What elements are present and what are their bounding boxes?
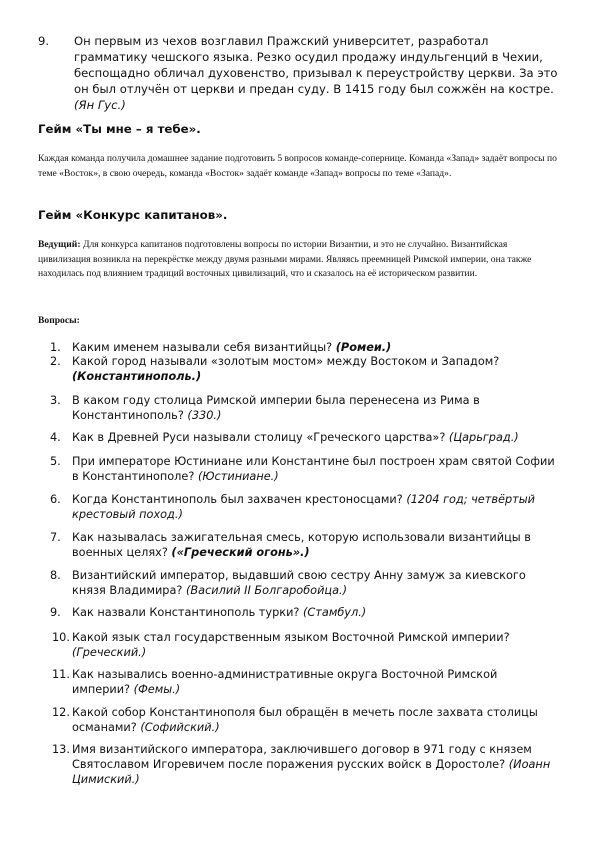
answer-text: (Василий II Болгаробойца.) (186, 584, 348, 597)
answer-text: (Юстиниане.) (197, 470, 279, 483)
question-text: Какой язык стал государственным языком Восточной Римской империи? (72, 631, 510, 644)
answer-text: («Греческий огонь».) (171, 546, 310, 559)
list-item (38, 454, 558, 484)
list-number: 9. (50, 606, 61, 619)
question-9-paragraph (38, 33, 558, 113)
question-text: Как в Древней Руси называли столицу «Греческого царства»? (72, 431, 446, 444)
host-label: Ведущий: (38, 239, 81, 250)
answer-text: (Софийский.) (140, 721, 220, 734)
game-description-paragraph: Каждая команда получила домашнее задание подготовить 5 вопросов команде-сопернице. Команда «Запад» задаёт вопросы по теме «Восток», в свою очередь, команда «Восток» задаёт команде «Запад» вопросы по теме «Запад». (38, 153, 557, 179)
list-number: 1. (50, 341, 61, 354)
list-item (38, 340, 558, 355)
list-number: 9. (38, 34, 50, 48)
answer-text: (Греческий.) (72, 646, 147, 659)
list-item (38, 705, 558, 735)
list-number: 13. (52, 743, 70, 756)
question-text: Как называлась зажигательная смесь, которую использовали византийцы в военных целях? (72, 531, 531, 559)
question-text: Имя византийского императора, заключившего договор в 971 году с князем Святославом Игоревичем после поражения русских войск в Доростоле? (72, 743, 532, 771)
answer-text: (Царьград.) (448, 431, 519, 444)
list-number: 6. (50, 493, 61, 506)
question-text: Какой город называли «золотым мостом» между Востоком и Западом? (72, 355, 500, 368)
question-text: При императоре Юстиниане или Константине был построен храм святой Софии в Константинополе? (72, 455, 555, 483)
list-item (38, 430, 558, 445)
game-heading-tit-for-tat: Гейм «Ты мне – я тебе». (38, 122, 201, 136)
list-number: 8. (50, 569, 61, 582)
question-text: Каким именем называли себя византийцы? (72, 341, 333, 354)
questions-label: Вопросы: (38, 315, 80, 326)
list-number: 7. (50, 531, 61, 544)
host-intro-paragraph (38, 238, 558, 282)
answer-text: (1204 год; четвёртый крестовый поход.) (72, 493, 535, 521)
question-text: Как назывались военно-административные округа Восточной Римской империи? (72, 668, 498, 696)
answer-text: (Константинополь.) (72, 370, 202, 383)
question-text: Византийский император, выдавший свою сестру Анну замуж за киевского князя Владимира? (72, 569, 526, 597)
question-text: Он первым из чехов возглавил Пражский университет, разработал грамматику чешского языка. Резко осудил продажу индульгенций в Чехии, беспощадно обличал духовенство, призывал к переустройству церкви. За это он был отлучён от церкви и предан суду. В 1415 году был сожжён на костре. (Ян Гус.) (74, 34, 558, 112)
question-text: В каком году столица Римской империи была перенесена из Рима в Константинополь? (72, 394, 480, 422)
list-number: 2. (50, 355, 61, 368)
answer-text: (Ян Гус.) (74, 98, 126, 112)
answer-text: (Стамбул.) (303, 606, 367, 619)
list-number: 12. (52, 706, 70, 719)
question-text: Какой собор Константинополя был обращён в мечеть после захвата столицы османами? (72, 706, 538, 734)
question-text: Как назвали Константинополь турки? (72, 606, 300, 619)
list-item (38, 568, 558, 598)
list-item (38, 354, 558, 384)
list-number: 11. (52, 668, 70, 681)
answer-text: (Иоанн Цимиский.) (72, 758, 551, 786)
game-heading-captains: Гейм «Конкурс капитанов». (38, 208, 228, 222)
list-number: 3. (50, 394, 61, 407)
answer-text: (Фемы.) (133, 683, 181, 696)
list-item (38, 530, 558, 560)
list-item (38, 667, 558, 697)
answer-text: (Ромеи.) (335, 341, 392, 354)
list-number: 10. (52, 631, 70, 644)
list-item (38, 393, 558, 423)
list-number: 4. (50, 431, 61, 444)
host-intro-text: Для конкурса капитанов подготовлены вопросы по истории Византии, и это не случайно. Византийская цивилизация возникла на перекрёстке между двумя разными мирами. Являясь преемницей Римской империи, она также находилась под влиянием традиций восточных цивилизаций, что и сказалось на её историческом развитии. (38, 239, 532, 279)
list-number: 5. (50, 455, 61, 468)
list-item (38, 492, 558, 522)
answer-text: (330.) (187, 409, 222, 422)
list-item (38, 742, 558, 787)
question-text: Когда Константинополь был захвачен крестоносцами? (72, 493, 403, 506)
list-item (38, 630, 558, 660)
list-item (38, 605, 558, 620)
